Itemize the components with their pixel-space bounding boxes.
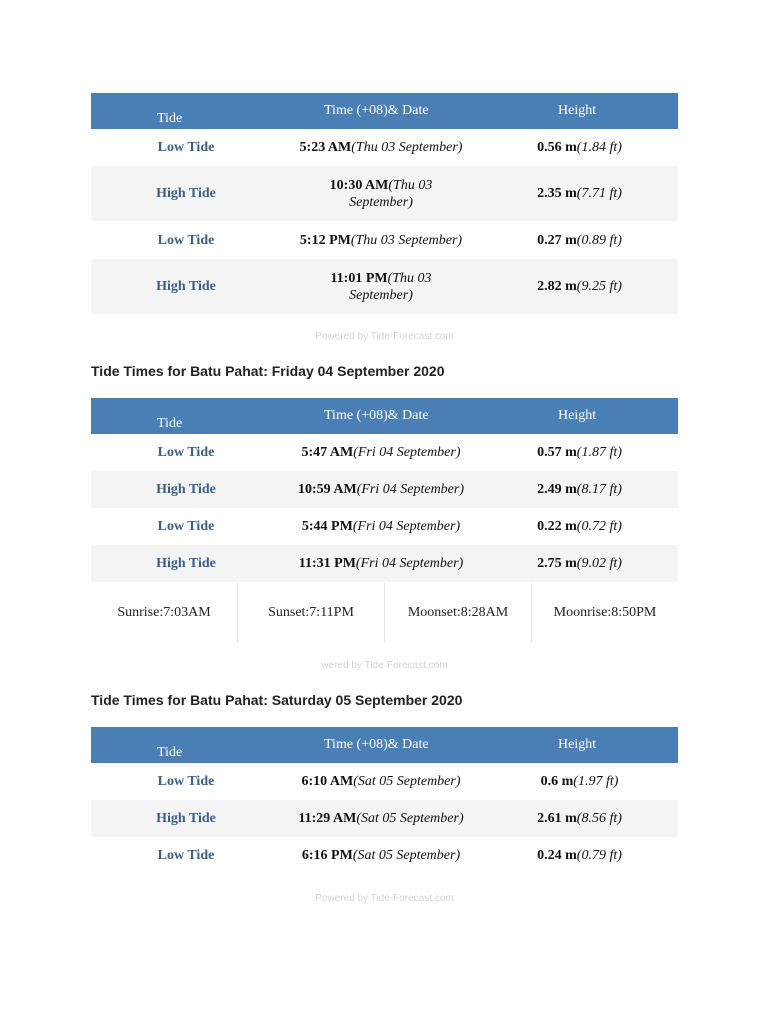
height-feet: (7.71 ft) — [576, 186, 622, 201]
header-height: Height — [558, 408, 597, 423]
tide-table-sat — [91, 727, 678, 874]
tide-type: Low Tide — [157, 140, 215, 155]
height-meters: 2.82 m — [537, 279, 577, 294]
tide-height — [481, 434, 678, 471]
date-value: (Thu 03 September) — [350, 232, 463, 248]
height-meters: 2.35 m — [537, 186, 577, 201]
tide-height — [481, 837, 678, 874]
time-value: 5:47 AM — [301, 445, 354, 460]
section-heading-friday: Tide Times for Batu Pahat: Friday 04 September 2020 — [91, 363, 445, 379]
height-feet: (9.02 ft) — [576, 556, 622, 571]
date-value: (Sat 05 September) — [356, 811, 464, 826]
sunset-time: Sunset:7:11PM — [238, 583, 385, 643]
table-row — [91, 221, 678, 259]
table-row — [91, 800, 678, 837]
tide-type: High Tide — [156, 556, 216, 571]
tide-height — [481, 129, 678, 166]
tide-type: High Tide — [156, 482, 216, 497]
tide-height — [481, 763, 678, 800]
table-row — [91, 259, 678, 314]
tide-type: Low Tide — [157, 848, 215, 863]
tide-height — [481, 166, 678, 221]
tide-time — [281, 545, 481, 582]
height-meters: 0.27 m — [537, 232, 577, 248]
height-feet: (8.17 ft) — [576, 482, 622, 497]
time-value: 5:23 AM — [299, 140, 352, 155]
tide-height — [481, 259, 678, 314]
table-row — [91, 763, 678, 800]
time-value: 11:31 PM — [298, 556, 356, 571]
tide-type: High Tide — [156, 186, 216, 201]
table-header-row — [91, 727, 678, 763]
height-feet: (9.25 ft) — [576, 279, 622, 294]
tide-height — [481, 545, 678, 582]
tide-time — [281, 129, 481, 166]
table-header-row — [91, 93, 678, 129]
powered-by-link[interactable]: Powered by Tide-Forecast.com — [315, 893, 454, 904]
height-meters: 0.24 m — [537, 848, 577, 863]
table-row — [91, 166, 678, 221]
tide-type: High Tide — [156, 811, 216, 826]
header-tide: Tide — [157, 416, 183, 431]
header-height: Height — [558, 103, 597, 118]
moonrise-time: Moonrise:8:50PM — [553, 605, 657, 620]
date-value: (Fri 04 September) — [355, 556, 464, 571]
tide-height — [481, 471, 678, 508]
date-value: (Fri 04 September) — [353, 445, 461, 460]
moonset-time: Moonset:8:28AM — [385, 583, 532, 643]
time-value: 10:30 AM — [329, 177, 389, 193]
tide-time — [281, 221, 481, 259]
header-time-date: Time (+08)& Date — [324, 408, 429, 423]
height-meters: 2.61 m — [537, 811, 577, 826]
table-row — [91, 837, 678, 874]
sunrise-time: Sunrise:7:03AM — [91, 583, 238, 643]
tide-height — [481, 508, 678, 545]
time-value: 11:29 AM — [298, 811, 357, 826]
height-meters: 0.56 m — [537, 140, 577, 155]
tide-time — [281, 471, 481, 508]
header-height: Height — [558, 737, 597, 752]
tide-table-fri — [91, 398, 678, 582]
time-value: 6:10 AM — [301, 774, 354, 789]
section-heading-saturday: Tide Times for Batu Pahat: Saturday 05 September 2020 — [91, 692, 463, 708]
height-meters: 2.49 m — [537, 482, 577, 497]
table-header-row — [91, 398, 678, 434]
tide-time — [281, 259, 481, 314]
height-meters: 0.57 m — [537, 445, 577, 460]
date-value: (Fri 04 September) — [356, 482, 465, 497]
powered-by-link[interactable]: wered by Tide-Forecast.com — [321, 660, 448, 671]
tide-height — [481, 221, 678, 259]
date-value: (Thu 03 September) — [351, 140, 463, 155]
height-feet: (1.87 ft) — [576, 445, 622, 460]
tide-height — [481, 800, 678, 837]
tide-type: Low Tide — [157, 519, 215, 534]
height-meters: 0.6 m — [540, 774, 574, 789]
tide-type: Low Tide — [157, 774, 215, 789]
tide-time — [281, 800, 481, 837]
time-value: 11:01 PM — [330, 270, 388, 286]
time-value: 5:12 PM — [299, 232, 351, 248]
sun-moon-row — [91, 583, 678, 643]
height-feet: (0.79 ft) — [576, 848, 622, 863]
height-feet: (8.56 ft) — [576, 811, 622, 826]
powered-by-link[interactable]: Powered by Tide-Forecast.com — [315, 331, 454, 342]
tide-type: Low Tide — [157, 232, 215, 248]
height-feet: (1.97 ft) — [573, 774, 619, 789]
time-value: 10:59 AM — [297, 482, 357, 497]
table-row — [91, 508, 678, 545]
tide-time — [281, 508, 481, 545]
date-value: (Sat 05 September) — [353, 774, 461, 789]
tide-time — [281, 434, 481, 471]
header-time-date: Time (+08)& Date — [324, 103, 429, 118]
height-feet: (0.89 ft) — [576, 232, 622, 248]
tide-time — [281, 763, 481, 800]
table-row — [91, 434, 678, 471]
table-row — [91, 471, 678, 508]
tide-type: High Tide — [156, 279, 216, 294]
table-row — [91, 545, 678, 582]
header-tide: Tide — [157, 111, 183, 126]
date-value: (Thu 03 September) — [349, 177, 433, 210]
table-row — [91, 129, 678, 166]
tide-type: Low Tide — [157, 445, 215, 460]
tide-time — [281, 837, 481, 874]
height-meters: 0.22 m — [537, 519, 577, 534]
height-meters: 2.75 m — [537, 556, 577, 571]
height-feet: (0.72 ft) — [576, 519, 622, 534]
time-value: 5:44 PM — [301, 519, 353, 534]
tide-table-thu — [91, 93, 678, 314]
date-value: (Sat 05 September) — [352, 848, 461, 863]
tide-time — [281, 166, 481, 221]
date-value: (Thu 03 September) — [349, 270, 432, 303]
header-time-date: Time (+08)& Date — [324, 737, 429, 752]
date-value: (Fri 04 September) — [352, 519, 461, 534]
height-feet: (1.84 ft) — [576, 140, 622, 155]
time-value: 6:16 PM — [301, 848, 353, 863]
header-tide: Tide — [157, 745, 183, 760]
